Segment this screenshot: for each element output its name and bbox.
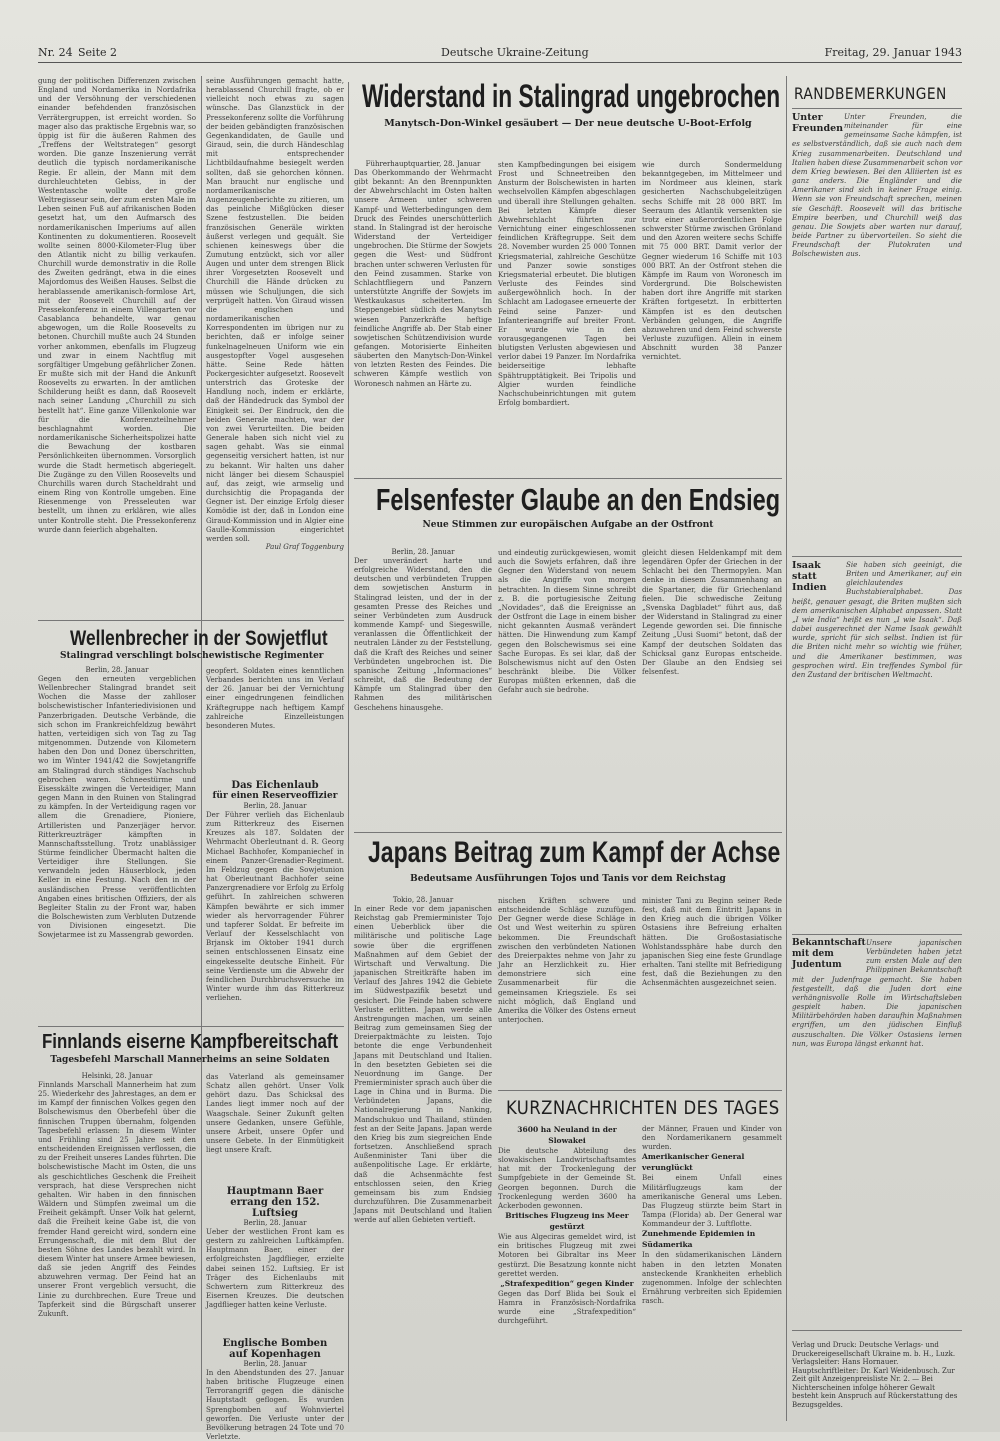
article-body: Der Führer verlieh das Eichenlaub zum Ritterkreuz des Eisernen Kreuzes als 187. Soldaten der Wehrmacht Oberleutnant d. R. Georg Michael Bachhofer, Kompaniechef in einem Panzer-Grenadier-Regiment. Im Feldzug gegen die Sowjetunion hat Oberleutnant Bachhofer seine Panzergrenadiere vor Erfolg zu Erfolg geführt. In zahlreichen schweren Kämpfen bewährte er sich immer wieder als hervorragender Führer und tapferer Soldat. Er befreite im Verlauf der Kesselschlacht von Brjansk im Oktober 1941 durch seinen entschlossenen Einsatz eine eingekesselte deutsche Einheit. Für seine Verdienste um die Abwehr der feindlichen Durchbruchsversuche im Winter wurde ihm das Ritterkreuz verliehen. (206, 810, 344, 1003)
note-body: Sie haben sich geeinigt, die Briten und Amerikaner, auf ein gleichlautendes Buchstabieralphabet. Das heißt, genauer gesagt, die Briten mußten sich dem amerikanischen Alphabet anpassen. Statt „I wie India“ heißt es nun „I wie Isaak“. Daß dabei ausgerechnet der Name Isaak gewählt wurde, spricht für sich selbst. Indien ist für die Briten nicht mehr so wichtig wie früher, und die Amerikaner bestimmen, was gesprochen wird. Ein treffendes Symbol für den Zustand der britischen Weltmacht. (792, 560, 962, 679)
glaube-headline-block (354, 480, 782, 542)
headline: Englische Bomben (222, 1338, 328, 1349)
article-body: nischen Kräften schwere und entscheidende Schläge zuzufügen. Der Gegner werde diese Schläge in Ost und West weiterhin zu spüren bekommen. Die Freundschaft zwischen den verbündeten Nationen des Dreierpaktes nehme von Jahr zu Jahr an Herzlichkeit zu. Hier demonstriere sich eine Zusammenarbeit für die gemeinsamen Kriegsziele. Es sei nicht möglich, daß England und Amerika die Völker des Ostens erneut unterjochen. (498, 896, 636, 1025)
note-title: Bekanntschaft mit dem Judentum (792, 938, 866, 970)
article-body: geopfert. Soldaten eines kenntlichen Verbandes berichten uns im Verlauf der 26. Januar bei der Vernichtung einer eingedrungenen feindlichen Kräftegruppe nach heftigem Kampf zahlreiche Einzelleistungen besonderen Mutes. (206, 666, 344, 730)
article-body: Das Oberkommando der Wehrmacht gibt bekannt: An den Brennpunkten der Abwehrschlacht im Osten halten unsere Armeen unter schweren Kampf- und Wetterbedingungen dem Druck des Feindes unerschütterlich stand. In Stalingrad ist der heroische Widerstand der Verteidiger ungebrochen. Die Stürme der Sowjets gegen die West- und Südfront brachen unter schweren Verlusten für den Feind zusammen. Starke von Schlachtfliegern und Panzern unterstützte Angriffe der Sowjets im Westkaukasus scheiterten. Im Steppengebiet südlich des Manytsch wiesen Panzerkräfte heftige feindliche Angriffe ab. Der Stab einer sowjetischen Schützendivision wurde gefangen. Motorisierte Einheiten säuberten den Manytsch-Don-Winkel von letzten Resten des Feindes. Die schweren Kämpfe westlich von Woronesch nahmen an Härte zu. (354, 168, 492, 388)
article-body: In den südamerikanischen Ländern haben in den letzten Monaten ansteckende Krankheiten erheblich zugenommen. Infolge der schlechten Ernährung verbreiten sich Epidemien rasch. (642, 1250, 782, 1306)
dateline: Berlin, 28. Januar (391, 548, 455, 556)
glaube-body-2 (498, 548, 636, 832)
subheadline: Britisches Flugzeug ins Meer gestürzt (505, 1211, 629, 1232)
article-body: Gegen den erneuten vergeblichen Wellenbrecher Stalingrad brandet seit Wochen die Masse der zahlloser bolschewistischer Infanteriedivisionen und Panzerbrigaden. Deutsche Verbände, die sich schon im Frankreichfeldzug bewährt hatten, verteidigen sich von Tag zu Tag mitgenommen. Dutzende von Kilometern haben den Don und Donez überschritten, wo im Winter 1941/42 die Sowjetangriffe am Stalingrad durch ständiges Nachschub gebrochen waren. Schneestürme und Eisesskälte zwingen die Verteidiger, Mann gegen Mann in den Ruinen von Stalingrad zu kämpfen. In der Verteidigung ragen vor allem die Grenadiere, Pioniere, Artilleristen und Panzerjäger hervor. Ritterkreuzträger kämpften in Mannschaftsstellung. Trotz unablässiger Stürme feindlicher Übermacht halten die Verteidiger ihre Stellungen. Sie verwandeln jeden Häuserblock, jeden Keller in eine Festung. Nach den in der ausländischen Presse veröffentlichten Angaben eines britischen Offiziers, der als Begleiter Stalin zu der Front war, haben die Bolschewisten zum Verbluten Dutzende von Divisionen eingesetzt. Die Sowjetarmee ist zu Massengrab geworden. (38, 674, 196, 940)
subheadline: Bedeutsame Ausführungen Tojos und Tanis vor dem Reichstag (410, 874, 726, 884)
stalingrad-body-3 (642, 160, 782, 476)
article-body: minister Tani zu Beginn seiner Rede fest, daß mit dem Eintritt Japans in den Krieg auch die übrigen Völker Ostasiens ihre Befreiung erhalten hätten. Die Großostasiatische Wohlstandssphäre habe durch den japanischen Sieg eine feste Grundlage erhalten. Tani stellte mit Befriedigung fest, daß die Beziehungen zu den Achsenmächten ausgezeichnet seien. (642, 896, 782, 988)
subheadline: Manytsch-Don-Winkel gesäubert — Der neue deutsche U-Boot-Erfolg (384, 118, 752, 129)
article-body: Finnlands Marschall Mannerheim hat zum 25. Wiederkehr des Jahrestages, an dem er im Kampf der finnischen Volkes gegen den Bolschewismus den Oberbefehl über die finnischen Truppen übernahm, folgenden Tagesbefehl erlassen: In diesem Winter und Frühling sind 25 Jahre seit den entscheidenden Ereignissen verflossen, die zu der Freiheit unseres Landes führten. Die bolschewistische Macht im Osten, die uns als geschichtliches Geschenk die Freiheit versprach, hat diese Versprechen nicht gehalten. Wir haben in den finnischen Wäldern und Sümpfen zweimal um die Freiheit gekämpft. Unser Volk hat gelernt, daß die Freiheit keine Gabe ist, die von fremder Hand gereicht wird, sondern eine Errungenschaft, die mit dem Blut der besten Söhne des Landes bezahlt wird. In diesem Winter hat unsere Armee bewiesen, daß sie jeden Angriff des Feindes abzuwehren vermag. Der Feind hat an unserer Front vergeblich versucht, die Linie zu durchbrechen. Eure Treue und Tapferkeit sind die Bürgschaft unserer Zukunft. (38, 1080, 196, 1318)
article-body: Bei einem Unfall eines Militärflugzeugs kam der amerikanische General ums Leben. Das Flugzeug stürzte beim Start in Tampa (Florida) ab. Der General war Kommandeur der 3. Luftflotte. (642, 1173, 782, 1229)
column-rule (348, 82, 349, 1422)
japan-body-2 (498, 896, 636, 1088)
subheadline: „Strafexpedition“ gegen Kinder (500, 1278, 634, 1288)
subheadline: 3600 ha Neuland in der Slowakei (517, 1125, 617, 1145)
headline: Widerstand in Stalingrad ungebrochen (362, 78, 781, 114)
wellenbrecher-headline-block (60, 624, 330, 666)
section-rule (792, 556, 962, 557)
issue-date: Freitag, 29. Januar 1943 (824, 46, 962, 59)
note-body: Unsere japanischen Verbündeten haben jetzt zum ersten Male auf den Philippinen Bekanntschaft mit der Judenfrage gemacht. Sie haben festgestellt, daß die Juden dort eine verhängnisvolle Rolle im Wirtschaftsleben gespielt haben. Die japanischen Militärbehörden haben daraufhin Maßnahmen ergriffen, um den jüdischen Einfluß auszuschalten. Die Völker Ostasiens lernen nun, was Europa längst erkannt hat. (792, 938, 962, 1048)
page-header (38, 46, 962, 63)
glaube-body-3 (642, 548, 782, 832)
wellenbrecher-body-cont (206, 666, 344, 776)
kurz-body-2 (642, 1124, 782, 1422)
article-body: Wie aus Algeciras gemeldet wird, ist ein britisches Flugzeug mit zwei Motoren bei Gibraltar ins Meer gestürzt. Die Besatzung konnte nicht gerettet werden. (498, 1232, 636, 1278)
japan-body-3 (642, 896, 782, 1088)
isaak-note (792, 560, 962, 932)
stalingrad-body-2 (498, 160, 636, 476)
article-body: gung der politischen Differenzen zwischen England und Nordamerika in Nordafrika und der Versöhnung der verschiedenen einander befehdenden französischen Verrätergruppen, ist erreicht worden. So mager also das praktische Ergebnis war, so üppig ist für die äußeren Rahmen des „Treffens der Weltstrategen“ gesorgt worden. Die ganze Inszenierung verrät deutlich die typisch nordamerikanische Regie. Er allein, der Mann mit dem durchleuchteten Gebiss, in der Westentasche wollte der große Weltregisseur sein, der zum ersten Male im Leben seinen Fuß auf afrikanischen Boden gesetzt hat, um den Aufmarsch des nordamerikanischen Imperiums auf allen Kontinenten zu dokumentieren. Roosevelt wollte seinen 8000-Kilometer-Flug über den Atlantik nicht zu billig verkaufen. Churchill wurde demonstrativ in die Rolle des Zweiten gedrängt, etwa in die eines Majordomus des Weißen Hauses. Selbst die herablassende amerikanisch-formlose Art, mit der Roosevelt Churchill auf der Pressekonferenz in einem Villengarten vor Casablanca behandelte, war genau abgewogen, um die Rolle Roosevelts zu betonen. Churchill mußte auch 24 Stunden vorher ankommen, ebenfalls im Flugzeug und zwar in einem Nachtflug mit sorgfältiger Umgebung gefährlicher Zonen. Er mußte sich mit der Hand die Ankunft Roosevelts zu erwarten. In der amtlichen Schilderung heißt es dann, daß Roosevelt nach seiner Landung „Churchill zu sich bestellt hat“. Eine ganze Villenkolonie war für die Konferenzteilnehmer beschlagnahmt worden. Die nordamerikanische Sicherheitspolizei hatte die Bewachung der kostbaren Persönlichkeiten übernommen. Vorsorglich wurde die Stadt hermetisch abgeriegelt. Die Zugänge zu den Villen Roosevelts und Churchills waren durch Stacheldraht und einem Ring von Kontrolle umgeben. Eine Riesenmenge von Presseleuten war bestellt, um ihnen zu erklären, wie alles unter Kontrolle steht. Die Pressekonferenz wurde dann feierlich abgehalten. (38, 76, 196, 534)
note-body: Unter Freunden, die miteinander für eine gemeinsame Sache kämpfen, ist es selbstverständlich, daß sie auch nach dem Krieg zusammenarbeiten. Deutschland und Italien haben diese Zusammenarbeit schon vor dem Krieg bewiesen. Bei den Alliierten ist es ganz anders. Die Engländer und die Amerikaner sind sich in keiner Frage einig. Wenn sie von Freundschaft sprechen, meinen sie Geschäft. Roosevelt will das britische Empire beerben, und Churchill weiß das genau. Die Sowjets aber warten nur darauf, beide Partner zu übervorteilen. So sieht die Freundschaft der Plutokraten und Bolschewisten aus. (792, 112, 962, 259)
dateline: Berlin, 28. Januar (85, 666, 149, 674)
subheadline: Stalingrad verschlingt bolschewistische Regimenter (60, 651, 324, 661)
note-title: Unter Freunden (792, 112, 844, 134)
section-rule (498, 1090, 782, 1091)
headline: Finnlands eiserne Kampfbereitschaft (42, 1031, 339, 1053)
dateline: Berlin, 28. Januar (243, 802, 307, 810)
bomben-article (206, 1338, 344, 1441)
subheadline: Amerikanischer General verunglückt (642, 1152, 745, 1173)
headline: Felsenfester Glaube an den Endsieg (376, 482, 781, 517)
kurz-headline-block (498, 1092, 782, 1122)
section-rule (792, 1330, 962, 1331)
headline: Das Eichenlaub (231, 780, 319, 791)
headline: RANDBEMERKUNGEN (794, 84, 947, 103)
section-rule (38, 1026, 344, 1027)
article-body: wie durch Sondermeldung bekanntgegeben, im Mittelmeer und im Nordmeer aus kleinen, stark gesicherten Nachschubgeleitzügen sechs Schiffe mit 28 000 BRT. Im Seeraum des Atlantik versenkten sie trotz einer außerordentlichen Folge schwerster Stürme zwischen Grönland und den Azoren weitere sechs Schiffe mit 75 000 BRT. Damit verlor der Gegner wiederum 16 Schiffe mit 103 000 BRT. An der Ostfront stehen die Kämpfe im Raum von Woronesch im Vordergrund. Die Bolschewisten haben dort ihre Angriffe mit starken Kräften fortgesetzt. In erbitterten Kämpfen ist es den deutschen Verbänden gelungen, die Angriffe abzuwehren und dem Feind schwerste Verluste zuzufügen. Allein in einem Abschnitt wurden 38 Panzer vernichtet. (642, 160, 782, 362)
article-body: gleicht diesen Heldenkampf mit dem legendären Opfer der Griechen in der Schlacht bei den Thermopylen. Man denke in diesem Zusammenhang an die Spartaner, die für Griechenland fielen. Die schwedische Zeitung „Svenska Dagbladet“ führt aus, daß der Widerstand in Stalingrad zu einer Legende geworden sei. Die finnische Zeitung „Uusi Suomi“ betont, daß der Kampf der deutschen Soldaten das Schicksal ganz Europas entscheide. Der Glaube an den Endsieg sei felsenfest. (642, 548, 782, 677)
issue-number: Nr. 24 (38, 46, 73, 59)
article-body: In einer Rede vor dem japanischen Reichstag gab Premierminister Tojo einen Ueberblick über die militärische und politische Lage sowie über die ergriffenen Maßnahmen auf dem Gebiet der Wirtschaft und Verwaltung. Die japanischen Streitkräfte haben im Verlauf des Jahres 1942 die Gebiete im Südwestpazifik besetzt und gesichert. Die Feinde haben schwere Verluste erlitten. Japan werde alle Anstrengungen machen, um seinen Beitrag zum gemeinsamen Sieg der Dreierpaktmächte zu leisten. Tojo betonte die enge Verbundenheit Japans mit Deutschland und Italien. In den besetzten Gebieten sei die Neuordnung im Gange. Der Premierminister sprach auch über die Lage in China und in Burma. Die Verbündeten Japans, die Nationalregierung in Nanking, Mandschukuo und Thailand, stünden fest an der Seite Japans. Japan werde den Krieg bis zum siegreichen Ende fortsetzen. Anschließend sprach Außenminister Tani über die außenpolitische Lage. Er erklärte, daß die Achsenmächte fest entschlossen seien, den Krieg gemeinsam bis zum Endsieg durchzuführen. Die Zusammenarbeit Japans mit Deutschland und Italien werde auf allen Gebieten vertieft. (354, 904, 492, 1225)
unter-freunden-note (792, 112, 962, 554)
article-body: das Vaterland als gemeinsamer Schatz allen gehört. Unser Volk gehört dazu. Das Schicksal des Landes liegt immer noch auf der Waagschale. Seiner Zukunft gelten unsere Gedanken, unsere Gefühle, unsere Arbeit, unsere Opfer und unsere Gebete. In der Einmütigkeit liegt unsere Kraft. (206, 1072, 344, 1155)
article-body: Die deutsche Abteilung des slowakischen Landwirtschaftsamtes hat mit der Trockenlegung der Sumpfgebiete in der Gemeinde St. Georgen begonnen. Durch die Trockenlegung werden 3600 ha Ackerboden gewonnen. (498, 1146, 636, 1210)
section-rule (792, 108, 962, 109)
japan-body-1 (354, 896, 492, 1422)
finnland-body (38, 1072, 196, 1420)
article-body: Ueber der westlichen Front kam es gestern zu zahlreichen Luftkämpfen. Hauptmann Baer, einer der erfolgreichsten Jagdflieger, erzielte dabei seinen 152. Luftsieg. Er ist Träger des Eichenlaubs mit Schwertern zum Ritterkreuz des Eisernen Kreuzes. Die deutschen Jagdflieger hatten keine Verluste. (206, 1227, 344, 1310)
randbemerkungen-header (792, 82, 962, 106)
article-body: sten Kampfbedingungen bei eisigem Frost und Schneetreiben den Ansturm der Bolschewisten in harten wechselvollen Kämpfen abgeschlagen und überall ihre Stellungen gehalten. Bei letzten Kämpfe dieser Abwehrschlacht führten zur Vernichtung einer eingeschlossenen feindlichen Kräftegruppe. Seit dem 28. November wurden 25 000 Tonnen Kriegsmaterial, zahlreiche Geschütze und Panzer sowie sonstiges Kriegsmaterial erbeutet. Die blutigen Verluste des Feindes sind außergewöhnlich hoch. In der Schlacht am Ladogasee erneuerte der Feind seine Panzer- und Infanterieangriffe auf breiter Front. Er wurde wie in den vorausgegangenen Tagen bei blutigsten Verlusten abgewiesen und verlor dabei 19 Panzer. Im Nordafrika beiderseitige lebhafte Spähtrupptätigkeit. Bei Tripolis und Algier wurden feindliche Nachschubeinrichtungen mit gutem Erfolg bombardiert. (498, 160, 636, 408)
subheadline: errang den 152. Luftsieg (230, 1197, 320, 1219)
imprint-text: Verlag und Druck: Deutsche Verlags- und Druckereigesellschaft Ukraine m. b. H., Luzk. Verlagsleiter: Hans Hornauer. Hauptschriftleiter: Dr. Karl Weidenbusch. Zur Zeit gilt Anzeigenpreisliste Nr. 2. — Bei Nichterscheinen infolge höherer Gewalt besteht kein Anspruch auf Rückerstattung des Bezugsgeldes. (792, 1341, 958, 1409)
subheadline: Neue Stimmen zur europäischen Aufgabe an der Ostfront (422, 520, 714, 530)
article-body: der Männer, Frauen und Kinder von den Nordamerikanern gesammelt wurden. (642, 1124, 782, 1152)
headline: Japans Beitrag zum Kampf der Achse (368, 836, 781, 869)
article-body: seine Ausführungen gemacht hatte, herablassend Churchill fragte, ob er vielleicht noch etwas zu sagen wünsche. Das Glanzstück in der Pressekonferenz sollte die Vorführung der beiden gebändigten französischen Gegenkandidaten, de Gaulle und Giraud, sein, die durch Händeschlag mit entsprechender Lichtbildaufnahme besiegelt werden sollten, daß sie gehorchen können. Man braucht nur englische und nordamerikanische Augenzeugenberichte zu zitieren, um das peinliche Mißglücken dieser Szene festzustellen. Die beiden französischen Generäle wirkten äußerst verlegen und gequält. Sie schienen keineswegs über die Zumutung entzückt, sich vor aller Augen und unter dem strengen Blick ihrer Vorgesetzten Roosevelt und Churchill die Hände drücken zu müssen wie Schuljungen, die sich verprügelt hatten. Von Giraud wissen die englischen und nordamerikanischen Korrespondenten im übrigen nur zu berichten, daß er infolge seiner funkelnagelneuen Uniform wie ein ausgestopfter Vogel ausgesehen hätte. Seine Rede hätten Pockergesichter aufgesetzt. Roosevelt unterstrich das Groteske der Handlung noch, indem er erklärte, daß der Händedruck das Symbol der Einigkeit sei. Der Eindruck, den die beiden Generale machten, war der von zwei Verurteilten. Die beiden Generale haben sich nicht viel zu sagen gehabt. Was sie einmal gegenseitig versichert hatten, ist nur zu bekannt. Wir halten uns daher nicht länger bei diesem Schauspiel auf, das zeigt, wie armselig und durchsichtig die Propaganda der Gegner ist. Der einzige Erfolg dieser Komödie ist der, daß in London eine Giraud-Kommission und in Algier eine Gaulle-Kommission eingerichtet werden soll. (206, 76, 344, 543)
article-body: In den Abendstunden des 27. Januar haben britische Flugzeuge einen Terrorangriff gegen die dänische Hauptstadt geflogen. Es wurden Sprengbomben auf Wohnviertel geworfen. Die Verluste unter der Bevölkerung betragen 24 Tote und 70 Verletzte. (206, 1368, 344, 1441)
wellenbrecher-body (38, 666, 196, 1048)
page-number: Seite 2 (78, 46, 117, 59)
article-body: Der unverändert harte und erfolgreiche Widerstand, den die deutschen und verbündeten Truppen dem sowjetischen Ansturm in Stalingrad leisten, und der in der gesamten Presse des Reiches und seiner Verbündeten zum Ausdruck kommende Kampf- und Siegeswille, veranlassen die Öffentlichkeit der neutralen Länder zu der Feststellung, daß die Kraft des Reiches und seiner Verbündeten ungebrochen ist. Die spanische Zeitung „Informaciones“ schreibt, daß die Bedeutung der Kämpfe um Stalingrad über den Rahmen des militärischen Geschehens hinausgehe. (354, 556, 492, 712)
subheadline: auf Kopenhagen (229, 1349, 321, 1360)
section-rule (354, 478, 782, 479)
stalingrad-body-1 (354, 160, 492, 476)
left-column-continuation (38, 76, 196, 616)
author-signature: Paul Graf Toggenburg (265, 542, 344, 551)
eichenlaub-article (206, 780, 344, 1022)
subheadline: Tagesbefehl Marschall Mannerheims an seine Soldaten (50, 1055, 330, 1065)
note-title: Isaak statt Indien (792, 560, 827, 593)
headline: KURZNACHRICHTEN DES TAGES (506, 1097, 780, 1119)
newspaper-name: Deutsche Ukraine-Zeitung (441, 46, 589, 59)
subheadline: Zunehmende Epidemien in Südamerika (642, 1229, 756, 1250)
column-rule (786, 76, 787, 1421)
article-body: Gegen das Dorf Blida bei Souk el Hamra in Französisch-Nordafrika wurde eine „Strafexpedition“ durchgeführt. (498, 1288, 636, 1326)
dateline: Helsinki, 28. Januar (81, 1072, 153, 1080)
subheadline: für einen Reserveoffizier (212, 791, 338, 801)
stalingrad-headline-block (354, 76, 782, 140)
dateline: Führerhauptquartier, 28. Januar (365, 160, 481, 168)
imprint (792, 1334, 962, 1422)
dateline: Tokio, 28. Januar (392, 896, 454, 904)
finnland-body-cont (206, 1072, 344, 1182)
second-column-continuation (206, 76, 344, 616)
finnland-headline-block (40, 1028, 340, 1072)
dateline: Berlin, 28. Januar (243, 1360, 307, 1368)
section-rule (792, 934, 962, 935)
column-rule (201, 76, 202, 1421)
section-rule (38, 620, 344, 621)
glaube-body-1 (354, 548, 492, 832)
bekanntschaft-note (792, 938, 962, 1326)
headline: Wellenbrecher in der Sowjetflut (70, 627, 328, 650)
baer-article (206, 1186, 344, 1334)
dateline: Berlin, 28. Januar (243, 1219, 307, 1227)
article-body: und eindeutig zurückgewiesen, womit auch die Sowjets erfahren, daß ihre Gegner den Widerstand von neuem als die Angriffe von morgen betrachten. In diesem Sinne schreibt z. B. die portugiesische Zeitung „Novidades“, daß die Ereignisse an der Ostfront die Lage in einem bisher nicht gekannten Ausmaß verändert hätten. Die Hinwendung zum Kampf gegen den Bolschewismus sei eine Sache Europas. Es sei klar, daß der Bolschewismus nicht auf den Osten beschränkt bleibe. Die Völker Europas müßten erkennen, daß die Gefahr auch sie bedrohe. (498, 548, 636, 695)
japan-headline-block (354, 834, 782, 896)
kurz-body-1 (498, 1124, 636, 1422)
section-rule (354, 832, 782, 833)
headline: Hauptmann Baer (226, 1186, 324, 1197)
